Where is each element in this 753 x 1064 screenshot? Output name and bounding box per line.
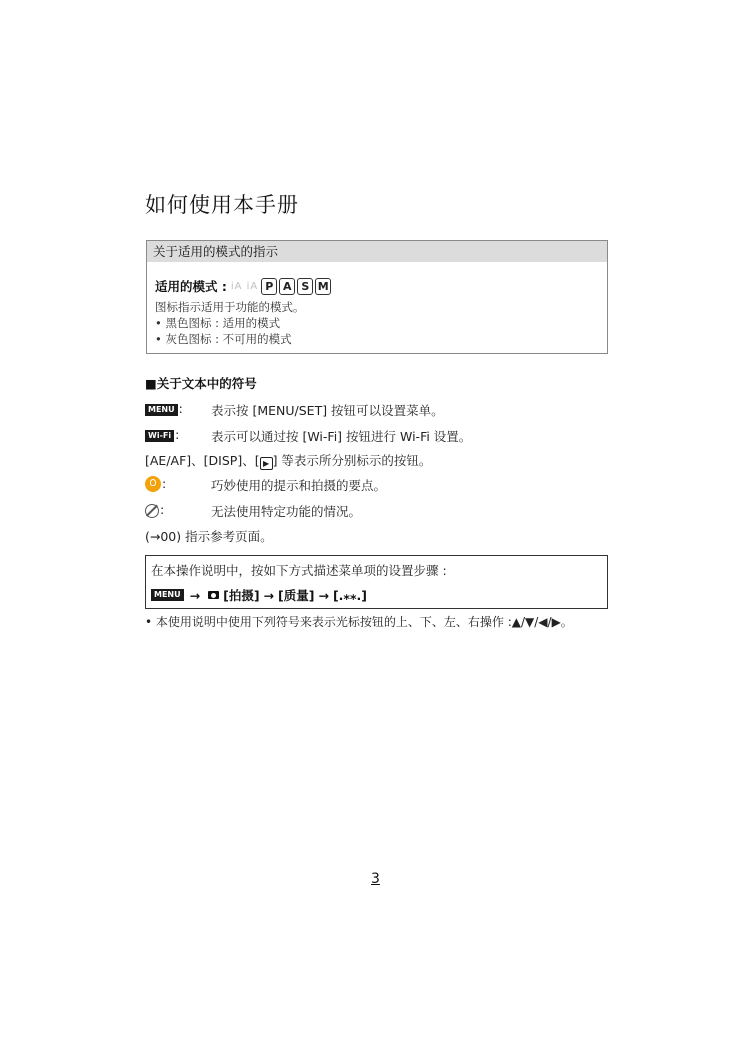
mode-desc: 图标指示适用于功能的模式。 [155, 300, 305, 314]
restriction-desc: 无法使用特定功能的情况。 [211, 504, 362, 519]
step-item-record: [拍摄] [223, 588, 260, 603]
tip-desc: 巧妙使用的提示和拍摄的要点。 [211, 478, 387, 493]
camera-icon [208, 591, 219, 599]
page-number: 3 [371, 871, 380, 887]
tip-symbol-row: : 巧妙使用的提示和拍摄的要点。 [145, 476, 166, 492]
mode-s-icon: S [297, 278, 313, 295]
mode-box-header: 关于适用的模式的指示 [147, 241, 607, 262]
grey-auto-mode-icons: iA iA [230, 280, 259, 292]
tip-lightbulb-icon [145, 476, 161, 492]
mode-desc-black: • 黑色图标 : 适用的模式 [155, 316, 281, 330]
playback-button-icon: ▶ [260, 457, 273, 470]
restriction-symbol-row: : 无法使用特定功能的情况。 [145, 502, 164, 518]
not-available-icon [145, 504, 159, 518]
reference-line: (→00) 指示参考页面。 [145, 529, 273, 544]
wifi-desc: 表示可以通过按 [Wi-Fi] 按钮进行 Wi-Fi 设置。 [211, 429, 472, 444]
wifi-symbol-row: Wi-Fi : 表示可以通过按 [Wi-Fi] 按钮进行 Wi-Fi 设置。 [145, 427, 179, 442]
step-item-quality-icon: [.⁎⁎.] [332, 587, 367, 603]
cursor-button-note: • 本使用说明中使用下列符号来表示光标按钮的上、下、左、右操作 :▲/▼/◀/▶。 [145, 615, 573, 629]
mode-m-icon: M [315, 278, 331, 295]
menu-icon: MENU [145, 404, 178, 416]
symbols-heading: ■关于文本中的符号 [145, 376, 257, 391]
mode-a-icon: A [279, 278, 295, 295]
wifi-icon: Wi-Fi [145, 430, 174, 442]
steps-path: MENU → [拍摄] → [质量] → [.⁎⁎.] [151, 586, 367, 604]
menu-symbol-row: MENU : 表示按 [MENU/SET] 按钮可以设置菜单。 [145, 401, 183, 416]
menu-steps-box [145, 555, 608, 609]
page-title: 如何使用本手册 [145, 193, 299, 217]
applicable-mode-box [146, 240, 608, 354]
mode-p-icon: P [261, 278, 277, 295]
step-item-quality: [质量] [278, 588, 315, 603]
buttons-line: [AE/AF]、[DISP]、[ ▶ ] 等表示所分别标示的按钮。 [145, 453, 432, 468]
menu-icon: MENU [151, 589, 184, 601]
mode-label: 适用的模式 : [155, 279, 227, 294]
mode-row [155, 277, 333, 295]
menu-desc: 表示按 [MENU/SET] 按钮可以设置菜单。 [211, 403, 444, 418]
mode-desc-grey: • 灰色图标 : 不可用的模式 [155, 332, 292, 346]
steps-intro: 在本操作说明中，按如下方式描述菜单项的设置步骤 : [151, 563, 447, 578]
